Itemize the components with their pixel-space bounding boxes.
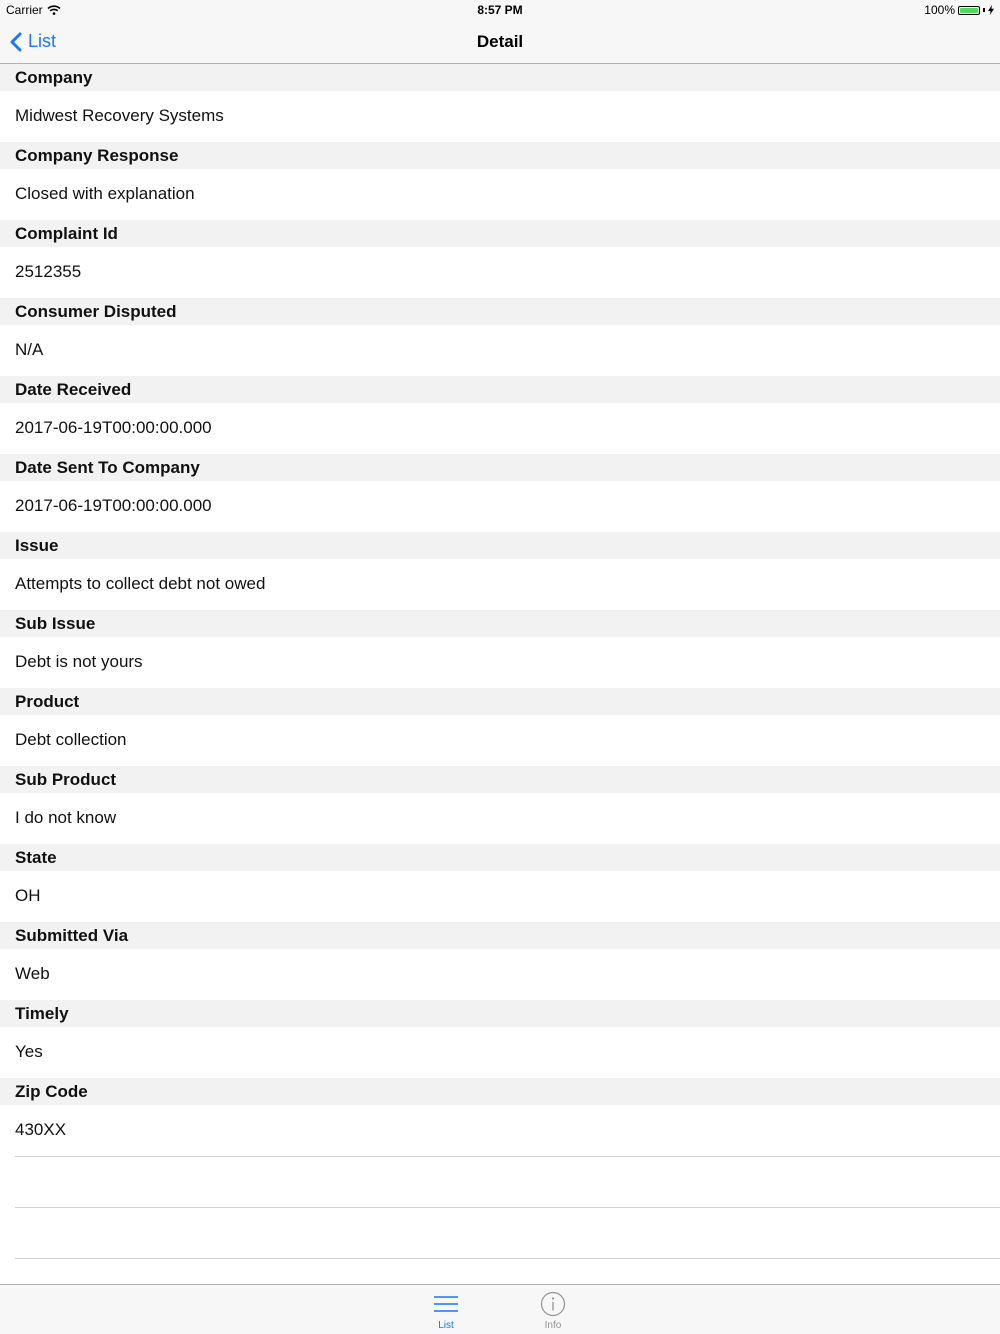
section-value[interactable]: Web (0, 949, 1000, 1000)
tab-info[interactable] (523, 1285, 583, 1334)
detail-section-zip-code (0, 1078, 1000, 1157)
section-value[interactable]: I do not know (0, 793, 1000, 844)
status-time: 8:57 PM (477, 3, 523, 17)
detail-section-state (0, 844, 1000, 922)
list-icon (433, 1291, 459, 1317)
battery-icon (958, 6, 980, 15)
empty-table-row (15, 1208, 1000, 1259)
section-header: Sub Product (0, 766, 1000, 793)
section-header: Company (0, 64, 1000, 91)
section-value[interactable]: 430XX (15, 1105, 1000, 1157)
charging-bolt-icon (988, 5, 994, 15)
section-value[interactable]: Closed with explanation (0, 169, 1000, 220)
tab-label: Info (544, 1320, 562, 1331)
section-header: Product (0, 688, 1000, 715)
section-value[interactable]: Debt collection (0, 715, 1000, 766)
section-header: Sub Issue (0, 610, 1000, 637)
tab-bar (0, 1284, 1000, 1334)
section-header: Complaint Id (0, 220, 1000, 247)
section-header: Submitted Via (0, 922, 1000, 949)
section-value[interactable]: OH (0, 871, 1000, 922)
detail-section-date-sent (0, 454, 1000, 532)
section-header: Date Received (0, 376, 1000, 403)
section-header: Company Response (0, 142, 1000, 169)
section-value[interactable]: 2017-06-19T00:00:00.000 (0, 403, 1000, 454)
detail-section-sub-product (0, 766, 1000, 844)
back-button-label: List (28, 31, 57, 51)
section-value[interactable]: 2017-06-19T00:00:00.000 (0, 481, 1000, 532)
detail-section-product (0, 688, 1000, 766)
detail-section-company (0, 64, 1000, 142)
detail-section-timely (0, 1000, 1000, 1078)
section-header: Date Sent To Company (0, 454, 1000, 481)
detail-section-sub-issue (0, 610, 1000, 688)
section-header: State (0, 844, 1000, 871)
section-header: Consumer Disputed (0, 298, 1000, 325)
section-value[interactable]: Midwest Recovery Systems (0, 91, 1000, 142)
section-header: Timely (0, 1000, 1000, 1027)
info-icon (540, 1291, 566, 1317)
navigation-bar (0, 20, 1000, 64)
carrier-label: Carrier (6, 3, 43, 17)
battery-percent: 100% (924, 3, 955, 17)
section-value[interactable]: 2512355 (0, 247, 1000, 298)
page-title: Detail (476, 32, 524, 51)
detail-section-submitted-via (0, 922, 1000, 1000)
section-header: Zip Code (0, 1078, 1000, 1105)
detail-section-issue (0, 532, 1000, 610)
section-value[interactable]: Yes (0, 1027, 1000, 1078)
empty-table-row (15, 1157, 1000, 1208)
section-header: Issue (0, 532, 1000, 559)
detail-table (0, 64, 1000, 1259)
detail-section-date-received (0, 376, 1000, 454)
section-value[interactable]: Attempts to collect debt not owed (0, 559, 1000, 610)
section-value[interactable]: Debt is not yours (0, 637, 1000, 688)
tab-label: List (438, 1320, 454, 1331)
tab-list[interactable] (416, 1285, 476, 1334)
detail-section-company-response (0, 142, 1000, 220)
section-value[interactable]: N/A (0, 325, 1000, 376)
detail-section-complaint-id (0, 220, 1000, 298)
detail-section-consumer-disputed (0, 298, 1000, 376)
status-bar (0, 0, 1000, 20)
battery-status (924, 3, 994, 17)
